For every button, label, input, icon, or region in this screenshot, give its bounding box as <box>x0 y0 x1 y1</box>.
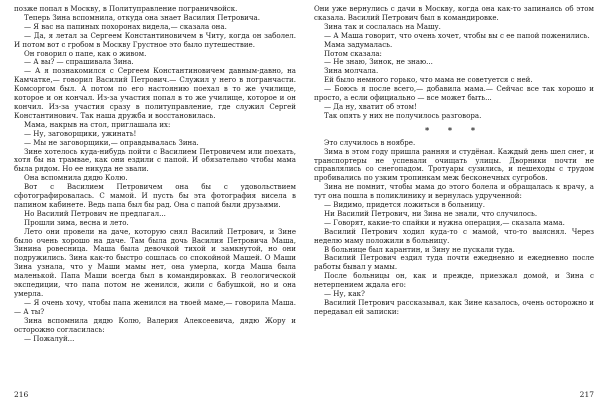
paragraph: После больницы он, как и прежде, приезжал домой, и Зина с нетерпением ждала его: <box>314 271 594 290</box>
paragraph: Зина так и сослалась на Машу. <box>324 21 441 31</box>
dialogue-line: — Пожалуй... <box>24 333 75 343</box>
dialogue-line: — Ну, заговорщики, ужинать! <box>24 128 137 138</box>
paragraph: В больнице был карантин, и Зину не пускали туда. <box>324 244 515 254</box>
paragraph: Мама, накрыв на стол, приглашала их: <box>24 119 171 129</box>
page-number-right: 217 <box>579 390 594 400</box>
dialogue-line: — Да, я летал за Сергеем Константиновичем в Читу, когда он заболел. И потом вот с гробом в Москву Грустное это было путешествие. <box>14 30 296 49</box>
paragraph: Так опять у них не получилось разговора. <box>324 110 482 120</box>
dialogue-line: — А Маша говорит, что очень хочет, чтобы вы с ее папой поженились. <box>324 30 590 40</box>
paragraph: Зине хотелось куда-нибудь пойти с Василием Петровичем или поехать, хотя бы на трамвае, как они ездили с папой. И обязательно чтобы мама была рядом. Но ее никуда не звали. <box>14 146 296 174</box>
paragraph: Василий Петрович ходил куда-то с мамой, что-то выяснял. Через неделю маму положили в больницу. <box>314 226 594 245</box>
right-page-text-after-break <box>314 139 594 317</box>
paragraph: Зина вспомнила дядю Колю, Валерия Алексеевича, дядю Жору и осторожно согласилась: <box>14 315 296 334</box>
right-page-text <box>314 5 594 317</box>
dialogue-line: — Мы не заговорщики,— оправдывалась Зина. <box>24 137 199 147</box>
dialogue-line: — Я вас на папиных похоронах видела,— сказала она. <box>24 21 227 31</box>
paragraph: Василий Петрович ездил туда почти ежедневно и ежедневно после работы бывал у мамы. <box>314 253 594 272</box>
paragraph: Василий Петрович рассказывал, как Зине казалось, очень осторожно и передавал ей записки: <box>314 298 594 316</box>
paragraph: позже попал в Москву, в Политуправление пограничвойск. <box>14 4 238 13</box>
paragraph: Они уже вернулись с дачи в Москву, когда она как-то запинаясь об этом сказала. Василий Петрович был в командировке. <box>314 4 594 22</box>
dialogue-line: — Я очень хочу, чтобы папа женился на твоей маме,— говорила Маша.— А ты? <box>14 297 296 316</box>
left-page-text <box>14 5 296 343</box>
paragraph: Зина молчала. <box>324 66 379 76</box>
paragraph: Зина не помнит, чтобы мама до этого болела и обращалась к врачу, а тут она пошла в поликлинику и вернулась удрученной: <box>314 182 594 201</box>
dialogue-line: — Да ну, хватит об этом! <box>324 101 417 111</box>
dialogue-line: — Видимо, придется ложиться в больницу. <box>324 200 485 210</box>
right-page <box>314 0 594 405</box>
paragraph: Теперь Зина вспомнила, откуда она знает Василия Петровича. <box>24 12 260 22</box>
dialogue-line: — Боюсь я после всего,— добавила мама.— Сейчас все так хорошо и просто, а если официально — все может быть... <box>314 84 594 103</box>
paragraph: Это случилось в ноябре. <box>324 137 416 147</box>
section-break: * * * <box>424 124 484 135</box>
paragraph: Зима в этом году пришла ранняя и студёная. Каждый день шел снег, и транспортеры не успевали очищать улицы. Дворники почти не справлялись со снегопадом. Тротуары сузились, и пешеходы с трудом пробивались по узким тропинкам меж бесконечных сугробов. <box>314 146 594 183</box>
paragraph: Прошли зима, весна и лето. <box>24 217 129 227</box>
paragraph: Он говорил о папе, как о живом. <box>24 48 147 58</box>
dialogue-line: — А я познакомился с Сергеем Константиновичем давным-давно, на Камчатке,— говорил Василий Петрович.— Служил у него в погранчасти. Комсоргом был. А потом по его настоянию поехал в то же училище, которое и он кончал. Из-за участия попал в то же училище, которое и он кончил. Из-за участия сразу в политуправление, где служил Сергей Константинович. Так наша дружба и восстановилась. <box>14 66 296 120</box>
paragraph: Она вспомнила дядю Колю. <box>24 173 128 183</box>
dialogue-line: — Говорят, какие-то спайки и нужна операция,— сказала мама. <box>324 217 565 227</box>
paragraph: Ей было немного горько, что мама не советуется с ней. <box>324 75 533 85</box>
dialogue-line: — Ну, как? <box>324 289 365 299</box>
dialogue-line: — Не знаю, Зинок, не знаю... <box>324 57 433 67</box>
paragraph: Мама задумалась. <box>324 39 393 49</box>
paragraph: Но Василий Петрович не предлагал... <box>24 208 166 218</box>
paragraph: Ни Василий Петрович, ни Зина не знали, что случилось. <box>324 208 538 218</box>
right-page-text-before-break <box>314 5 594 121</box>
paragraph: Вот с Василием Петровичем она бы с удовольствием сфотографировалась. С мамой. И пусть бы эта фотография висела в папином кабинете. Ведь папа был бы рад. Она с папой были друзьями. <box>14 182 296 209</box>
dialogue-line: — А вы? — спрашивала Зина. <box>24 57 134 67</box>
paragraph: Потом сказала: <box>324 48 382 58</box>
paragraph: Лето они провели на даче, которую снял Василий Петрович, и Зине было очень хорошо на даче. Там была дочь Василия Петровича Маша, Зинина ровесница. Маша была девочкой тихой и замкнутой, но они подружились. Зина как-то быстро сошлась со спокойной Машей. О Маши Зина узнала, что у Маши мамы нет, она умерла, когда Маша была маленькой. Папа Маши всегда был в командировках. В геологической экспедиции, что папа потом не женился, жили с бабушкой, но и она умерла. <box>14 226 296 298</box>
left-page <box>14 0 296 405</box>
page-number-left: 216 <box>14 390 29 400</box>
